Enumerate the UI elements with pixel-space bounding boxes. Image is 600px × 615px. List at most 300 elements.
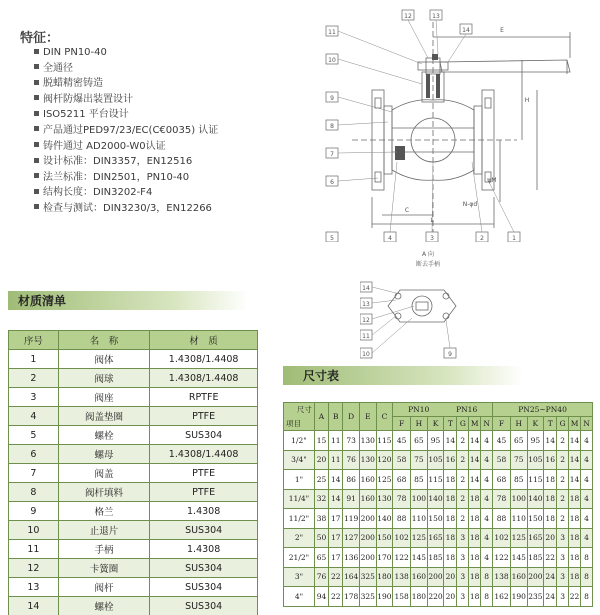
section-callout-13: 13 xyxy=(362,301,370,308)
feature-item xyxy=(34,45,218,61)
table-cell: 14 xyxy=(569,450,581,470)
feature-text: 产品通过PED97/23/EC(C€0035) 认证 xyxy=(43,124,219,136)
table-cell: 18 xyxy=(444,509,457,529)
table-cell: 1.4308 xyxy=(150,502,258,521)
table-cell: SUS304 xyxy=(150,597,258,615)
table-cell: 2 xyxy=(557,470,569,490)
table-cell: 8 xyxy=(481,567,493,587)
feature-text: 法兰标准：DIN2501，PN10-40 xyxy=(43,171,190,183)
size-subcol-header: H xyxy=(411,417,428,431)
table-row xyxy=(9,559,258,578)
table-cell: 18 xyxy=(544,509,557,529)
table-cell: 45 xyxy=(393,431,411,451)
table-cell: 65 xyxy=(314,548,328,568)
table-cell: 122 xyxy=(493,548,511,568)
table-cell: 45 xyxy=(493,431,511,451)
size-subcol-header: M xyxy=(569,417,581,431)
materials-title: 材质清单 xyxy=(18,294,67,308)
table-row xyxy=(284,470,593,490)
size-subcol-header: F xyxy=(393,417,411,431)
materials-col-no: 序号 xyxy=(9,331,59,350)
table-cell: 150 xyxy=(527,509,544,529)
table-cell: 200 xyxy=(360,548,377,568)
col-A: A xyxy=(314,403,328,431)
sizes-header xyxy=(283,366,523,385)
table-cell: 25 xyxy=(314,470,328,490)
table-cell: 18 xyxy=(444,470,457,490)
feature-item xyxy=(34,123,218,139)
table-cell: 1 xyxy=(9,350,59,369)
table-row xyxy=(284,450,593,470)
table-cell: RPTFE xyxy=(150,388,258,407)
table-cell: 4" xyxy=(284,587,315,607)
size-subcol-header: N xyxy=(481,417,493,431)
size-subcol-header: K xyxy=(527,417,544,431)
table-cell: 阀球 xyxy=(58,369,150,388)
feature-text: DIN PN10-40 xyxy=(43,47,107,58)
table-row xyxy=(284,567,593,587)
table-cell: 2 xyxy=(457,431,469,451)
table-cell: 14 xyxy=(329,470,343,490)
table-cell: 138 xyxy=(493,567,511,587)
table-cell: 4 xyxy=(580,528,592,548)
table-cell: 95 xyxy=(427,431,444,451)
table-cell: 125 xyxy=(411,528,428,548)
bullet-square-icon xyxy=(34,126,39,131)
col-B: B xyxy=(329,403,343,431)
table-cell: 3 xyxy=(457,548,469,568)
table-cell: 14 xyxy=(329,489,343,509)
table-row xyxy=(284,509,593,529)
corner-top: 尺寸 xyxy=(296,405,312,414)
table-cell: PTFE xyxy=(150,464,258,483)
table-row xyxy=(284,528,593,548)
table-cell: 162 xyxy=(493,587,511,607)
bullet-square-icon xyxy=(34,111,39,116)
table-cell: 1.4308 xyxy=(150,540,258,559)
table-cell: 15 xyxy=(314,431,328,451)
table-cell: 4 xyxy=(580,509,592,529)
table-cell: 85 xyxy=(411,470,428,490)
table-cell: 76 xyxy=(314,567,328,587)
table-cell: 14 xyxy=(9,597,59,615)
table-cell: 4 xyxy=(481,509,493,529)
table-cell: 5 xyxy=(9,426,59,445)
callout-6: 6 xyxy=(330,179,334,186)
table-cell: 119 xyxy=(343,509,360,529)
table-row xyxy=(9,483,258,502)
table-cell: 18 xyxy=(469,528,481,548)
group-pn25: PN25~PN40 xyxy=(493,403,593,417)
table-row xyxy=(9,350,258,369)
table-cell: 85 xyxy=(510,470,527,490)
features-list xyxy=(34,45,218,217)
section-callout-9: 9 xyxy=(448,351,452,358)
table-cell: 18 xyxy=(469,509,481,529)
table-cell: 160 xyxy=(510,567,527,587)
table-cell: 4 xyxy=(481,470,493,490)
group-pn16: PN16 xyxy=(456,405,478,414)
table-cell: 130 xyxy=(360,431,377,451)
table-cell: 18 xyxy=(569,528,581,548)
table-cell: 16 xyxy=(444,450,457,470)
table-cell: 3 xyxy=(557,587,569,607)
table-cell: 68 xyxy=(493,470,511,490)
table-cell: 3/4" xyxy=(284,450,315,470)
table-cell: 130 xyxy=(360,450,377,470)
table-cell: 18 xyxy=(544,470,557,490)
table-cell: 21/2" xyxy=(284,548,315,568)
table-cell: SUS304 xyxy=(150,559,258,578)
table-cell: 200 xyxy=(427,567,444,587)
table-cell: 14 xyxy=(469,470,481,490)
table-cell: 185 xyxy=(527,548,544,568)
table-cell: 2 xyxy=(457,489,469,509)
features-title: 特征： xyxy=(20,31,60,46)
bullet-square-icon xyxy=(34,158,39,163)
feature-item xyxy=(34,154,218,170)
table-cell: 24 xyxy=(544,567,557,587)
table-cell: 14 xyxy=(469,450,481,470)
size-subcol-header: N xyxy=(580,417,592,431)
table-cell: 4 xyxy=(9,407,59,426)
table-cell: 11 xyxy=(329,431,343,451)
table-row xyxy=(9,502,258,521)
table-cell: 8 xyxy=(580,567,592,587)
dim-N-d: N-φd xyxy=(462,201,478,208)
corner-bottom: 项目 xyxy=(286,419,301,428)
table-cell: 73 xyxy=(343,431,360,451)
table-cell: 160 xyxy=(360,489,377,509)
feature-item xyxy=(34,201,218,217)
table-cell: 4 xyxy=(481,489,493,509)
table-cell: 76 xyxy=(343,450,360,470)
section-subtitle: 断去手柄 xyxy=(415,261,441,268)
table-cell: 24 xyxy=(544,587,557,607)
table-cell: 170 xyxy=(376,548,393,568)
table-cell: 140 xyxy=(427,489,444,509)
table-cell: 8 xyxy=(9,483,59,502)
table-cell: 3 xyxy=(557,528,569,548)
table-cell: 127 xyxy=(343,528,360,548)
sizes-title: 尺寸表 xyxy=(303,369,340,383)
table-cell: 115 xyxy=(527,470,544,490)
table-cell: SUS304 xyxy=(150,578,258,597)
table-cell: 阀盖 xyxy=(58,464,150,483)
table-cell: 145 xyxy=(411,548,428,568)
table-cell: 2 xyxy=(557,489,569,509)
table-cell: 3 xyxy=(457,567,469,587)
section-callout-14: 14 xyxy=(362,285,370,292)
table-cell: 110 xyxy=(411,509,428,529)
table-cell: 18 xyxy=(444,528,457,548)
feature-text: 结构长度：DIN3202-F4 xyxy=(43,187,153,199)
table-cell: 50 xyxy=(314,528,328,548)
table-cell: 13 xyxy=(9,578,59,597)
table-cell: 185 xyxy=(427,548,444,568)
section-title: A 向 xyxy=(421,251,435,258)
table-cell: 18 xyxy=(469,587,481,607)
table-cell: 阀体 xyxy=(58,350,150,369)
table-cell: 150 xyxy=(427,509,444,529)
table-cell: 88 xyxy=(393,509,411,529)
sizes-corner xyxy=(284,403,315,431)
feature-text: 铸件通过 AD2000-W0认证 xyxy=(43,140,166,152)
table-cell: 65 xyxy=(411,431,428,451)
bullet-square-icon xyxy=(34,95,39,100)
dim-L: L xyxy=(430,217,434,224)
group-pn10: PN10 xyxy=(408,405,430,414)
table-cell: 18 xyxy=(469,548,481,568)
table-cell: 11 xyxy=(9,540,59,559)
table-row xyxy=(284,548,593,568)
table-cell: 1/2" xyxy=(284,431,315,451)
bullet-square-icon xyxy=(34,173,39,178)
table-cell: 58 xyxy=(393,450,411,470)
feature-item xyxy=(34,76,218,92)
bullet-square-icon xyxy=(34,80,39,85)
feature-item xyxy=(34,170,218,186)
table-row xyxy=(9,407,258,426)
table-cell: 18 xyxy=(444,548,457,568)
table-cell: 11/2" xyxy=(284,509,315,529)
table-cell: 100 xyxy=(411,489,428,509)
table-cell: 螺栓 xyxy=(58,597,150,615)
table-row xyxy=(9,464,258,483)
table-cell: 17 xyxy=(329,548,343,568)
feature-item xyxy=(34,139,218,155)
bullet-square-icon xyxy=(34,189,39,194)
table-cell: 140 xyxy=(376,509,393,529)
callout-4: 4 xyxy=(388,235,392,242)
materials-header xyxy=(8,291,248,310)
table-cell: 75 xyxy=(510,450,527,470)
size-subcol-header: T xyxy=(544,417,557,431)
table-cell: 78 xyxy=(393,489,411,509)
table-cell: 88 xyxy=(493,509,511,529)
table-cell: 4 xyxy=(481,450,493,470)
feature-text: 阀杆防爆出装置设计 xyxy=(43,93,133,105)
table-cell: 1.4308/1.4408 xyxy=(150,445,258,464)
table-row xyxy=(284,489,593,509)
table-cell: 164 xyxy=(343,567,360,587)
size-subcol-header: H xyxy=(510,417,527,431)
table-cell: 17 xyxy=(329,509,343,529)
table-cell: SUS304 xyxy=(150,521,258,540)
section-callout-10: 10 xyxy=(362,351,370,358)
materials-col-name: 名 称 xyxy=(58,331,150,350)
table-cell: 200 xyxy=(360,509,377,529)
table-cell: 125 xyxy=(376,470,393,490)
table-cell: 3 xyxy=(457,528,469,548)
feature-text: ISO5211 平台设计 xyxy=(43,109,129,121)
table-cell: 75 xyxy=(411,450,428,470)
table-cell: 86 xyxy=(343,470,360,490)
feature-text: 检查与测试：DIN3230/3，EN12266 xyxy=(43,202,212,214)
table-cell: SUS304 xyxy=(150,426,258,445)
table-cell: 150 xyxy=(376,528,393,548)
table-cell: 3 xyxy=(557,567,569,587)
size-subcol-header: T xyxy=(444,417,457,431)
size-subcol-header: G xyxy=(457,417,469,431)
table-row xyxy=(9,445,258,464)
callout-2: 2 xyxy=(480,235,484,242)
table-cell: 阀盖垫圈 xyxy=(58,407,150,426)
table-cell: 200 xyxy=(360,528,377,548)
table-cell: 95 xyxy=(527,431,544,451)
table-row xyxy=(9,521,258,540)
table-cell: 140 xyxy=(527,489,544,509)
table-cell: 4 xyxy=(481,431,493,451)
table-row xyxy=(9,388,258,407)
feature-text: 设计标准：DIN3357，EN12516 xyxy=(43,156,193,168)
table-cell: 325 xyxy=(360,587,377,607)
table-cell: 阀杆 xyxy=(58,578,150,597)
table-cell: 螺母 xyxy=(58,445,150,464)
table-cell: 91 xyxy=(343,489,360,509)
table-cell: 325 xyxy=(360,567,377,587)
table-row xyxy=(9,426,258,445)
materials-table xyxy=(8,330,258,615)
col-C: C xyxy=(376,403,393,431)
table-cell: 180 xyxy=(376,567,393,587)
table-cell: PTFE xyxy=(150,483,258,502)
callout-3: 3 xyxy=(430,235,434,242)
table-cell: 14 xyxy=(544,431,557,451)
table-cell: 115 xyxy=(427,470,444,490)
table-cell: 3 xyxy=(457,587,469,607)
table-cell: 22 xyxy=(544,548,557,568)
bullet-square-icon xyxy=(34,49,39,54)
size-subcol-header: K xyxy=(427,417,444,431)
table-cell: 18 xyxy=(569,489,581,509)
table-cell: 2" xyxy=(284,528,315,548)
table-cell: 32 xyxy=(314,489,328,509)
table-row xyxy=(284,587,593,607)
table-cell: 110 xyxy=(510,509,527,529)
table-cell: 4 xyxy=(580,489,592,509)
table-cell: 18 xyxy=(444,489,457,509)
callout-11: 11 xyxy=(328,29,336,36)
group-pn10-pn16 xyxy=(393,403,493,417)
table-cell: 2 xyxy=(557,431,569,451)
section-callout-11: 11 xyxy=(362,333,370,340)
table-cell: 2 xyxy=(9,369,59,388)
table-cell: 130 xyxy=(376,489,393,509)
table-cell: 1.4308/1.4408 xyxy=(150,369,258,388)
table-row xyxy=(9,597,258,615)
table-cell: 9 xyxy=(9,502,59,521)
callout-7: 7 xyxy=(330,151,334,158)
table-cell: 螺栓 xyxy=(58,426,150,445)
table-cell: 18 xyxy=(469,489,481,509)
table-cell: 58 xyxy=(493,450,511,470)
callout-1: 1 xyxy=(512,235,516,242)
table-cell: 格兰 xyxy=(58,502,150,521)
dim-C: C xyxy=(404,207,410,214)
table-cell: PTFE xyxy=(150,407,258,426)
table-cell: 14 xyxy=(569,470,581,490)
table-cell: 4 xyxy=(580,450,592,470)
table-cell: 136 xyxy=(343,548,360,568)
table-cell: 2 xyxy=(557,450,569,470)
table-cell: 105 xyxy=(427,450,444,470)
table-cell: 65 xyxy=(510,431,527,451)
feature-text: 全通径 xyxy=(43,62,73,74)
table-cell: 4 xyxy=(481,528,493,548)
table-cell: 165 xyxy=(527,528,544,548)
bullet-square-icon xyxy=(34,64,39,69)
table-cell: 115 xyxy=(376,431,393,451)
table-cell: 10 xyxy=(9,521,59,540)
feature-item xyxy=(34,61,218,77)
table-cell: 4 xyxy=(481,548,493,568)
col-E: E xyxy=(360,403,377,431)
table-cell: 14 xyxy=(469,431,481,451)
table-cell: 阀座 xyxy=(58,388,150,407)
callout-12: 12 xyxy=(404,13,412,20)
bullet-square-icon xyxy=(34,142,39,147)
table-cell: 2 xyxy=(457,450,469,470)
table-cell: 20 xyxy=(444,587,457,607)
table-cell: 20 xyxy=(444,567,457,587)
feature-text: 脱蜡精密铸造 xyxy=(43,78,103,90)
table-cell: 16 xyxy=(544,450,557,470)
table-cell: 22 xyxy=(329,587,343,607)
table-cell: 102 xyxy=(393,528,411,548)
table-cell: 4 xyxy=(580,470,592,490)
table-cell: 11/4" xyxy=(284,489,315,509)
table-cell: 2 xyxy=(457,470,469,490)
table-cell: 7 xyxy=(9,464,59,483)
table-cell: 78 xyxy=(493,489,511,509)
dim-M: φM xyxy=(487,177,497,184)
table-cell: 100 xyxy=(510,489,527,509)
table-cell: 220 xyxy=(427,587,444,607)
callout-10: 10 xyxy=(328,57,336,64)
table-cell: 8 xyxy=(580,587,592,607)
table-cell: 68 xyxy=(393,470,411,490)
table-row xyxy=(9,540,258,559)
table-cell: 17 xyxy=(329,528,343,548)
table-cell: 14 xyxy=(569,431,581,451)
table-cell: 20 xyxy=(314,450,328,470)
size-subcol-header: M xyxy=(469,417,481,431)
table-cell: 125 xyxy=(510,528,527,548)
table-cell: 120 xyxy=(376,450,393,470)
callout-14: 14 xyxy=(462,27,470,34)
table-cell: 1.4308/1.4408 xyxy=(150,350,258,369)
table-cell: 2 xyxy=(457,509,469,529)
table-cell: 止退片 xyxy=(58,521,150,540)
table-cell: 4 xyxy=(580,431,592,451)
table-cell: 178 xyxy=(343,587,360,607)
table-cell: 190 xyxy=(510,587,527,607)
table-cell: 卡簧圈 xyxy=(58,559,150,578)
table-cell: 38 xyxy=(314,509,328,529)
feature-item xyxy=(34,92,218,108)
table-cell: 105 xyxy=(527,450,544,470)
table-row xyxy=(9,578,258,597)
materials-col-material: 材 质 xyxy=(150,331,258,350)
callout-13: 13 xyxy=(432,13,440,20)
col-D: D xyxy=(343,403,360,431)
table-cell: 18 xyxy=(469,567,481,587)
table-cell: 18 xyxy=(544,489,557,509)
table-cell: 14 xyxy=(444,431,457,451)
callout-9: 9 xyxy=(330,95,334,102)
table-cell: 94 xyxy=(314,587,328,607)
